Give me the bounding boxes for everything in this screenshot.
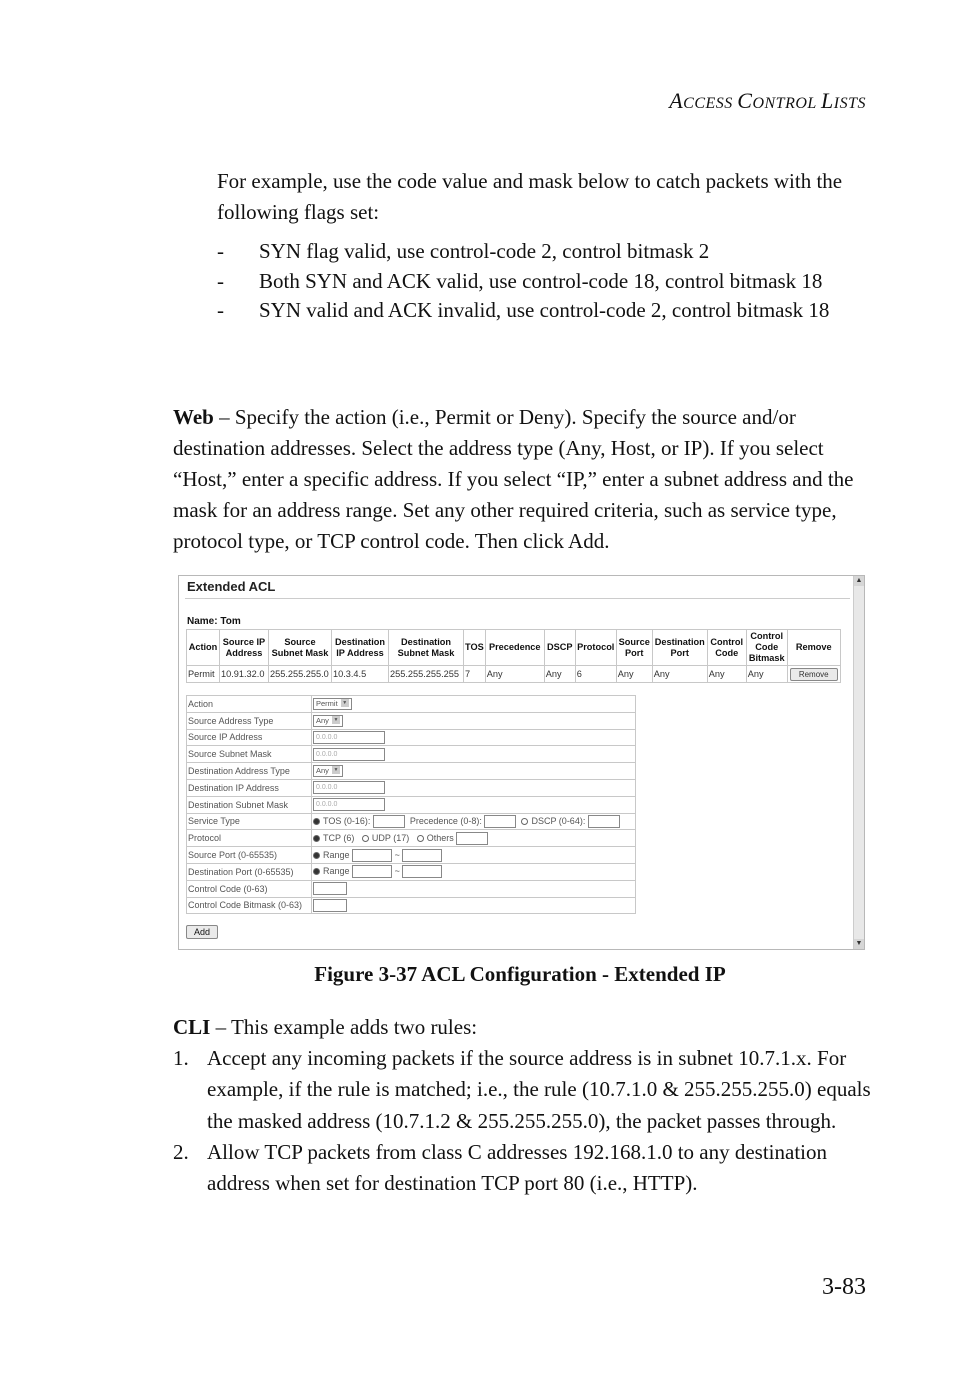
cell: 10.91.32.0	[220, 666, 269, 683]
source-address-type-select[interactable]: Any ▼	[313, 715, 343, 727]
figure-caption: Figure 3-37 ACL Configuration - Extended IP	[314, 962, 726, 986]
cell: 10.3.4.5	[332, 666, 389, 683]
destination-port-range-radio[interactable]	[313, 868, 320, 875]
dropdown-arrow-icon: ▼	[342, 699, 348, 706]
cell	[787, 666, 840, 683]
destination-address-type-select[interactable]: Any ▼	[313, 765, 343, 777]
col-header: Control Code Bitmask	[746, 630, 787, 666]
others-input[interactable]	[456, 832, 488, 845]
cell: Any	[652, 666, 707, 683]
list-item: - SYN flag valid, use control-code 2, control bitmask 2	[217, 239, 710, 263]
scroll-up-icon[interactable]: ▲	[855, 577, 863, 584]
control-bitmask-input[interactable]	[313, 899, 347, 912]
running-header: ACCESS CONTROL LISTS	[669, 88, 866, 113]
tos-radio[interactable]	[313, 818, 320, 825]
intro-paragraph: For example, use the code value and mask below to catch packets with the following flags set:	[217, 169, 843, 224]
col-header: Destination Port	[652, 630, 707, 666]
tos-input[interactable]	[373, 815, 405, 828]
list-item: 1. Accept any incoming packets if the source address is in subnet 10.7.1.x. For example, if the rule is matched; i.e., the rule (10.7.1.0 & 255.255.255.0) equals the masked address (10.7.1.2 & 255.255.255.0), the packet passes through.	[173, 1046, 871, 1133]
field-label: Destination Subnet Mask	[187, 796, 312, 813]
cell: Any	[544, 666, 575, 683]
cell: Any	[485, 666, 544, 683]
source-mask-input[interactable]: 0.0.0.0	[313, 748, 385, 761]
dropdown-arrow-icon: ▼	[333, 716, 339, 723]
screenshot-title: Extended ACL	[187, 579, 276, 594]
field-label: Source Subnet Mask	[187, 746, 312, 763]
udp-radio[interactable]	[362, 835, 369, 842]
vertical-scrollbar[interactable]	[853, 576, 864, 949]
destination-ip-input[interactable]: 0.0.0.0	[313, 781, 385, 794]
col-header: Precedence	[485, 630, 544, 666]
destination-mask-input[interactable]: 0.0.0.0	[313, 798, 385, 811]
field-label: Source Address Type	[187, 712, 312, 729]
list-item: 2. Allow TCP packets from class C addresses 192.168.1.0 to any destination address when set for destination TCP port 80 (i.e., HTTP).	[173, 1139, 828, 1196]
field-label: Destination IP Address	[187, 779, 312, 796]
web-paragraph: Web – Specify the action (i.e., Permit or Deny). Specify the source and/or destination addresses. Select the address type (Any, Host, or IP). If you select “Host,” enter a specific address. If you select “IP,” enter a subnet address and the mask for an address range. Set any other required criteria, such as service type, protocol type, or TCP control code. Then click Add.	[173, 405, 854, 553]
field-label: Control Code (0-63)	[187, 880, 312, 897]
cli-rules-list	[173, 1043, 873, 1199]
field-label: Source IP Address	[187, 729, 312, 746]
others-radio[interactable]	[417, 835, 424, 842]
destination-port-to-input[interactable]	[402, 865, 442, 878]
control-code-input[interactable]	[313, 882, 347, 895]
col-header: Destination IP Address	[332, 630, 389, 666]
cell: 7	[464, 666, 486, 683]
field-label: Service Type	[187, 813, 312, 830]
title-divider	[185, 598, 850, 599]
dropdown-arrow-icon: ▼	[333, 767, 339, 774]
source-port-to-input[interactable]	[402, 849, 442, 862]
precedence-input[interactable]	[484, 815, 516, 828]
cell: Permit	[187, 666, 220, 683]
page-number: 3-83	[822, 1274, 866, 1300]
acl-name: Name: Tom	[187, 616, 241, 627]
flag-list	[217, 237, 867, 326]
col-header: Control Code	[707, 630, 746, 666]
extended-acl-screenshot	[178, 575, 865, 950]
col-header: Destination Subnet Mask	[389, 630, 464, 666]
source-port-range-radio[interactable]	[313, 852, 320, 859]
add-button[interactable]: Add	[186, 925, 218, 939]
source-port-from-input[interactable]	[352, 849, 392, 862]
list-item: - Both SYN and ACK valid, use control-code 18, control bitmask 18	[217, 268, 823, 293]
cell: Any	[746, 666, 787, 683]
field-label: Destination Port (0-65535)	[187, 863, 312, 880]
acl-rule-form: Action Permit ▼ Source Address Type Any ▼ Source IP Address 0.0.0.0 Source Subnet Mask 0.0.0.0 Destination Address Type Any ▼ Destination IP Address 0.0.0.0 Destination Subnet Mask 0.0.0.0 Service Type TOS (0-16): Precedence (0-8): DSCP (0-64): Protocol TCP (6) UDP (17) Others Source Port (0-65535) Range ~ Destination Port (0-65535) Range ~ Control Code (0-63) Control Code Bitmask (0-63)	[186, 695, 636, 914]
cell: 6	[575, 666, 616, 683]
cell: 255.255.255.255	[389, 666, 464, 683]
col-header: Source Port	[616, 630, 652, 666]
col-header: DSCP	[544, 630, 575, 666]
field-label: Action	[187, 696, 312, 713]
field-label: Source Port (0-65535)	[187, 847, 312, 864]
cli-paragraph: CLI – This example adds two rules:	[173, 1015, 478, 1039]
table-row	[187, 666, 841, 683]
action-select[interactable]: Permit ▼	[313, 698, 352, 710]
source-ip-input[interactable]: 0.0.0.0	[313, 731, 385, 744]
col-header: Action	[187, 630, 220, 666]
col-header: Source Subnet Mask	[269, 630, 332, 666]
col-header: TOS	[464, 630, 486, 666]
cell: Any	[616, 666, 652, 683]
tcp-radio[interactable]	[313, 835, 320, 842]
cell: 255.255.255.0	[269, 666, 332, 683]
col-header: Protocol	[575, 630, 616, 666]
destination-port-from-input[interactable]	[352, 865, 392, 878]
cell: Any	[707, 666, 746, 683]
field-label: Control Code Bitmask (0-63)	[187, 897, 312, 914]
remove-button[interactable]: Remove	[790, 668, 838, 681]
col-header: Remove	[787, 630, 840, 666]
list-item: - SYN valid and ACK invalid, use control-code 2, control bitmask 18	[217, 298, 830, 322]
field-label: Protocol	[187, 830, 312, 847]
dscp-input[interactable]	[588, 815, 620, 828]
col-header: Source IP Address	[220, 630, 269, 666]
scroll-down-icon[interactable]: ▼	[855, 940, 863, 947]
dscp-radio[interactable]	[521, 818, 528, 825]
field-label: Destination Address Type	[187, 763, 312, 780]
acl-rules-table	[186, 629, 841, 683]
